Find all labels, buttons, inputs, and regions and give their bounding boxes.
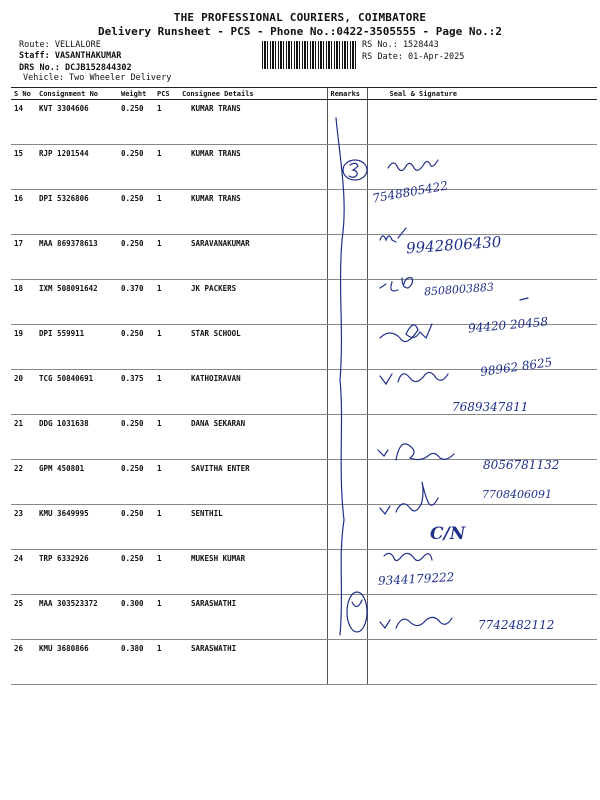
table-row bbox=[11, 235, 597, 280]
cell-remarks bbox=[327, 145, 367, 190]
table-row bbox=[11, 595, 597, 640]
handwritten-phone-26: 7742482112 bbox=[478, 618, 555, 632]
staff-label: Staff: VASANTHAKUMAR bbox=[19, 51, 122, 61]
cell-consignee: KUMAR TRANS bbox=[179, 100, 327, 145]
handwritten-phone-18: 8508003883 bbox=[423, 280, 495, 299]
cell-sno: 23 bbox=[11, 505, 36, 550]
cell-sno: 20 bbox=[11, 370, 36, 415]
cell-consignee: SARAVANAKUMAR bbox=[179, 235, 327, 280]
cell-pcs: 1 bbox=[154, 505, 179, 550]
col-signature: Seal & Signature bbox=[367, 88, 597, 100]
cell-weight: 0.380 bbox=[118, 640, 154, 685]
cell-signature bbox=[367, 415, 597, 460]
table-row bbox=[11, 550, 597, 595]
table-row bbox=[11, 640, 597, 685]
cell-consignment: IXM 508091642 bbox=[36, 280, 118, 325]
cell-sno: 19 bbox=[11, 325, 36, 370]
cell-consignee: DANA SEKARAN bbox=[179, 415, 327, 460]
route-label: Route: VELLALORE bbox=[19, 40, 101, 50]
cell-weight: 0.250 bbox=[118, 100, 154, 145]
cell-sno: 25 bbox=[11, 595, 36, 640]
rs-date: RS Date: 01-Apr-2025 bbox=[362, 52, 465, 62]
cell-consignee: SAVITHA ENTER bbox=[179, 460, 327, 505]
cell-remarks bbox=[327, 415, 367, 460]
cell-weight: 0.375 bbox=[118, 370, 154, 415]
vehicle-label: Vehicle: Two Wheeler Delivery bbox=[23, 73, 172, 83]
table-row bbox=[11, 505, 597, 550]
cell-consignee: KATHOIRAVAN bbox=[179, 370, 327, 415]
cell-consignment: GPM 450801 bbox=[36, 460, 118, 505]
barcode bbox=[262, 40, 357, 69]
cell-weight: 0.250 bbox=[118, 145, 154, 190]
col-consignee: Consignee Details bbox=[179, 88, 327, 100]
cell-signature bbox=[367, 640, 597, 685]
table-row bbox=[11, 190, 597, 235]
cell-weight: 0.250 bbox=[118, 190, 154, 235]
col-consignment: Consignment No bbox=[36, 88, 118, 100]
cell-sno: 18 bbox=[11, 280, 36, 325]
runsheet-table bbox=[11, 87, 597, 685]
cell-consignee: SARASWATHI bbox=[179, 640, 327, 685]
cell-consignee: MUKESH KUMAR bbox=[179, 550, 327, 595]
cell-consignment: TRP 6332926 bbox=[36, 550, 118, 595]
cell-remarks bbox=[327, 550, 367, 595]
runsheet-subtitle: Delivery Runsheet - PCS - Phone No.:0422-3505555 - Page No.:2 bbox=[98, 25, 502, 38]
cell-pcs: 1 bbox=[154, 460, 179, 505]
cell-consignee: SENTHIL bbox=[179, 505, 327, 550]
cell-pcs: 1 bbox=[154, 370, 179, 415]
company-title: THE PROFESSIONAL COURIERS, COIMBATORE bbox=[173, 11, 427, 24]
col-sno: S No bbox=[11, 88, 36, 100]
cell-weight: 0.250 bbox=[118, 505, 154, 550]
table-header bbox=[11, 88, 597, 100]
cell-sno: 22 bbox=[11, 460, 36, 505]
drs-number: DRS No.: DCJB152844302 bbox=[19, 63, 132, 73]
cell-remarks bbox=[327, 325, 367, 370]
handwritten-phone-17: 9942806430 bbox=[405, 232, 502, 258]
cell-consignment: RJP 1201544 bbox=[36, 145, 118, 190]
cell-pcs: 1 bbox=[154, 145, 179, 190]
cell-signature bbox=[367, 505, 597, 550]
cell-weight: 0.250 bbox=[118, 460, 154, 505]
cell-pcs: 1 bbox=[154, 415, 179, 460]
cell-remarks bbox=[327, 460, 367, 505]
table-row bbox=[11, 415, 597, 460]
cell-sno: 24 bbox=[11, 550, 36, 595]
cell-consignee: KUMAR TRANS bbox=[179, 190, 327, 235]
cell-consignment: KMU 3649995 bbox=[36, 505, 118, 550]
cell-remarks bbox=[327, 505, 367, 550]
cell-remarks bbox=[327, 370, 367, 415]
cell-consignment: TCG 50840691 bbox=[36, 370, 118, 415]
rs-number: RS No.: 1528443 bbox=[362, 40, 439, 50]
cell-weight: 0.250 bbox=[118, 325, 154, 370]
cell-remarks bbox=[327, 100, 367, 145]
handwritten-phone-22: 8056781132 bbox=[483, 458, 560, 472]
cell-consignee: JK PACKERS bbox=[179, 280, 327, 325]
handwritten-phone-25: 9344179222 bbox=[377, 570, 455, 588]
cell-consignee: SARASWATHI bbox=[179, 595, 327, 640]
handwritten-phone-21: 7689347811 bbox=[452, 400, 529, 414]
cell-sno: 17 bbox=[11, 235, 36, 280]
cell-pcs: 1 bbox=[154, 100, 179, 145]
cell-remarks bbox=[327, 190, 367, 235]
cell-consignment: MAA 869378613 bbox=[36, 235, 118, 280]
cell-weight: 0.250 bbox=[118, 415, 154, 460]
handwritten-phone-23: 7708406091 bbox=[482, 488, 552, 501]
cell-consignment: KVT 3304606 bbox=[36, 100, 118, 145]
cell-weight: 0.370 bbox=[118, 280, 154, 325]
table-row bbox=[11, 145, 597, 190]
cell-consignee: STAR SCHOOL bbox=[179, 325, 327, 370]
cell-signature bbox=[367, 145, 597, 190]
cell-consignee: KUMAR TRANS bbox=[179, 145, 327, 190]
col-weight: Weight bbox=[118, 88, 154, 100]
cell-consignment: KMU 3680866 bbox=[36, 640, 118, 685]
cell-pcs: 1 bbox=[154, 235, 179, 280]
handwritten-phone-19: 94420 20458 bbox=[467, 314, 549, 336]
cell-consignment: DPI 559911 bbox=[36, 325, 118, 370]
cell-pcs: 1 bbox=[154, 325, 179, 370]
cell-remarks bbox=[327, 640, 367, 685]
cell-consignment: DPI 5326806 bbox=[36, 190, 118, 235]
cell-remarks bbox=[327, 235, 367, 280]
cell-weight: 0.300 bbox=[118, 595, 154, 640]
cell-sno: 14 bbox=[11, 100, 36, 145]
cell-consignment: MAA 303523372 bbox=[36, 595, 118, 640]
table-row bbox=[11, 100, 597, 145]
cell-pcs: 1 bbox=[154, 280, 179, 325]
cell-pcs: 1 bbox=[154, 190, 179, 235]
cell-sno: 16 bbox=[11, 190, 36, 235]
cell-pcs: 1 bbox=[154, 640, 179, 685]
handwritten-phone-20: 98962 8625 bbox=[479, 355, 554, 379]
cell-pcs: 1 bbox=[154, 550, 179, 595]
cell-weight: 0.250 bbox=[118, 235, 154, 280]
cell-signature bbox=[367, 595, 597, 640]
cell-remarks bbox=[327, 595, 367, 640]
cell-sno: 21 bbox=[11, 415, 36, 460]
cell-remarks bbox=[327, 280, 367, 325]
handwritten-phone-16: 7548805422 bbox=[371, 178, 449, 206]
cell-consignment: DDG 1031638 bbox=[36, 415, 118, 460]
cell-signature bbox=[367, 100, 597, 145]
col-pcs: PCS bbox=[154, 88, 179, 100]
cell-sno: 26 bbox=[11, 640, 36, 685]
cell-weight: 0.250 bbox=[118, 550, 154, 595]
cell-pcs: 1 bbox=[154, 595, 179, 640]
cell-sno: 15 bbox=[11, 145, 36, 190]
handwritten-cn-mark: C/N bbox=[430, 524, 466, 544]
col-remarks: Remarks bbox=[327, 88, 367, 100]
